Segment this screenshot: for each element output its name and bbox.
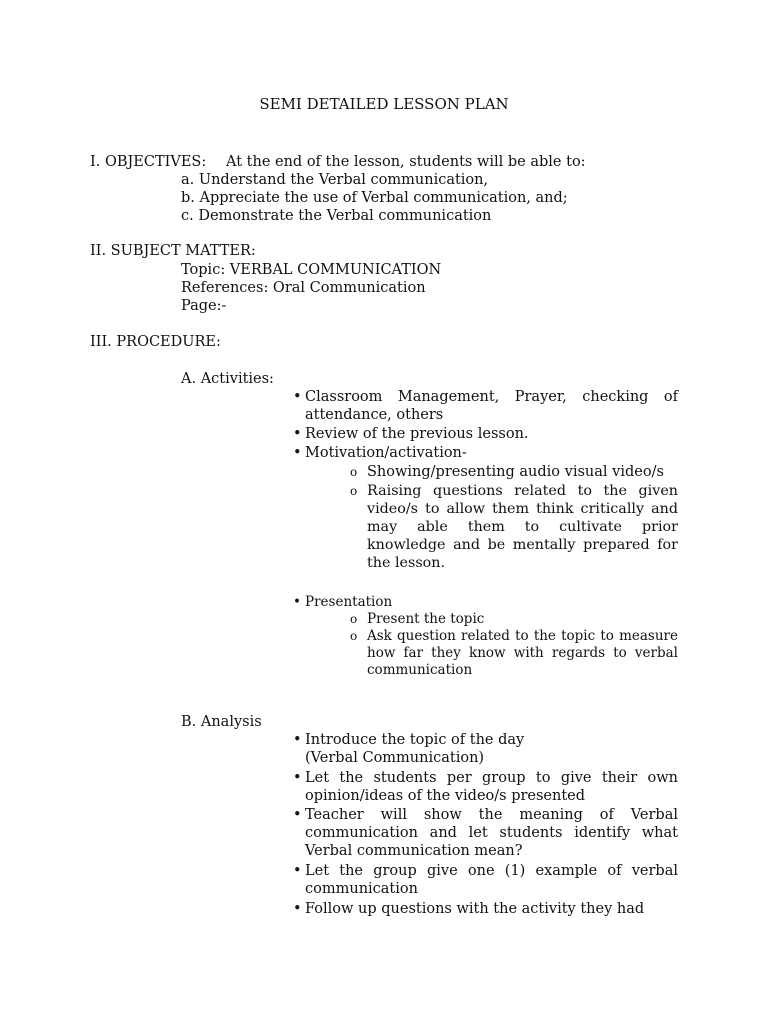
objectives-intro: At the end of the lesson, students will be able to: xyxy=(226,154,586,170)
list-item: • Classroom Management, Prayer, checking of attendance, others xyxy=(305,388,678,424)
list-item: • Follow up questions with the activity they had xyxy=(305,900,678,918)
subject-matter-heading: II. SUBJECT MATTER: xyxy=(90,243,256,259)
list-item: • Teacher will show the meaning of Verbal communication and let students identify what Verbal communication mean? xyxy=(305,806,678,860)
list-item: • Let the students per group to give their own opinion/ideas of the video/s presented xyxy=(305,769,678,805)
subject-references: References: Oral Communication xyxy=(181,280,426,296)
list-item: • Motivation/activation- xyxy=(305,444,678,462)
analysis-heading: B. Analysis xyxy=(181,714,262,730)
page-title: SEMI DETAILED LESSON PLAN xyxy=(259,95,509,113)
objectives-heading: I. OBJECTIVES: xyxy=(90,154,207,170)
list-item: o Present the topic xyxy=(367,610,678,628)
subject-topic: Topic: VERBAL COMMUNICATION xyxy=(181,262,442,278)
activities-heading: A. Activities: xyxy=(181,371,274,387)
subject-page: Page:- xyxy=(181,298,227,314)
list-item-continuation: (Verbal Communication) xyxy=(305,750,485,766)
list-item: o Raising questions related to the given video/s to allow them think critically and may able them to cultivate prior knowledge and be mentally prepared for the lesson. xyxy=(367,482,678,572)
list-item: • Let the group give one (1) example of verbal communication xyxy=(305,862,678,898)
objective-item-b: b. Appreciate the use of Verbal communication, and; xyxy=(181,190,568,206)
objective-item-c: c. Demonstrate the Verbal communication xyxy=(181,208,492,224)
list-item: o Ask question related to the topic to measure how far they know with regards to verbal communication xyxy=(367,628,678,679)
list-item: • Introduce the topic of the day xyxy=(305,731,678,749)
procedure-heading: III. PROCEDURE: xyxy=(90,334,221,350)
list-item: • Review of the previous lesson. xyxy=(305,425,678,443)
list-item: • Presentation xyxy=(305,593,678,611)
objective-item-a: a. Understand the Verbal communication, xyxy=(181,172,489,188)
list-item: o Showing/presenting audio visual video/s xyxy=(367,463,678,481)
